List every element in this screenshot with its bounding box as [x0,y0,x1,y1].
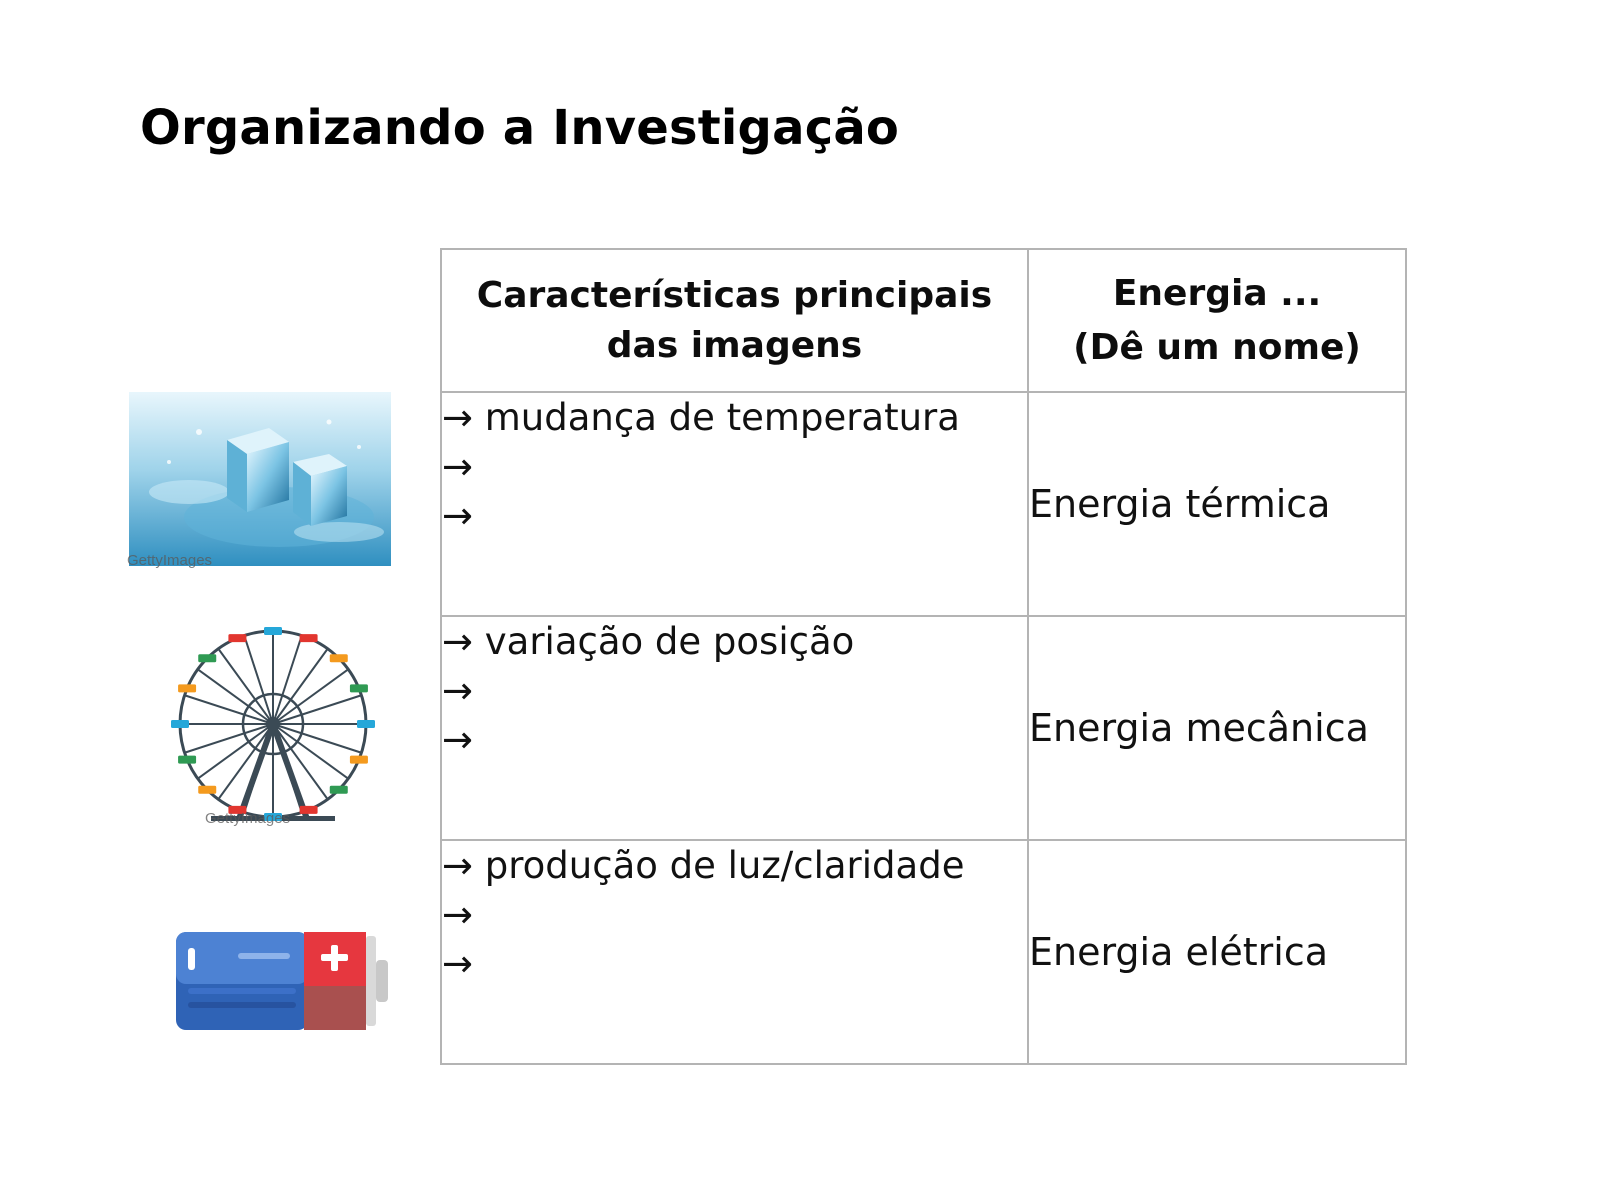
feature-line: → [442,445,474,488]
table-row [441,840,1406,1064]
energy-cell: Energia térmica [1028,392,1406,616]
energy-cell: Energia elétrica [1028,840,1406,1064]
feature-line: → [442,669,474,712]
energy-header-line2: (Dê um nome) [1073,326,1361,368]
features-cell [441,616,1028,840]
feature-line: → [442,494,474,537]
feature-line: → [442,942,474,985]
feature-line: → [442,718,474,761]
ice-cubes-image [129,392,391,566]
table-row [441,392,1406,616]
image-credit-ferris: GettyImages [205,810,291,827]
image-credit-ice: GettyImages [127,552,213,569]
feature-line: → produção de luz/claridade [442,844,965,887]
features-header-line1: Características principais [476,274,993,316]
energy-header [1028,249,1406,392]
features-cell [441,840,1028,1064]
ferris-wheel-image [160,622,390,832]
energy-header-line1: Energia ... [1112,272,1322,314]
energy-cell: Energia mecânica [1028,616,1406,840]
energy-table [440,248,1407,1065]
features-header [441,249,1028,392]
features-header-line2: das imagens [606,324,863,366]
feature-line: → variação de posição [442,620,855,663]
features-cell [441,392,1028,616]
battery-image [176,930,392,1034]
page-title: Organizando a Investigação [140,100,900,156]
table-row [441,616,1406,840]
feature-line: → mudança de temperatura [442,396,960,439]
feature-line: → [442,893,474,936]
table-header-row [441,249,1406,392]
